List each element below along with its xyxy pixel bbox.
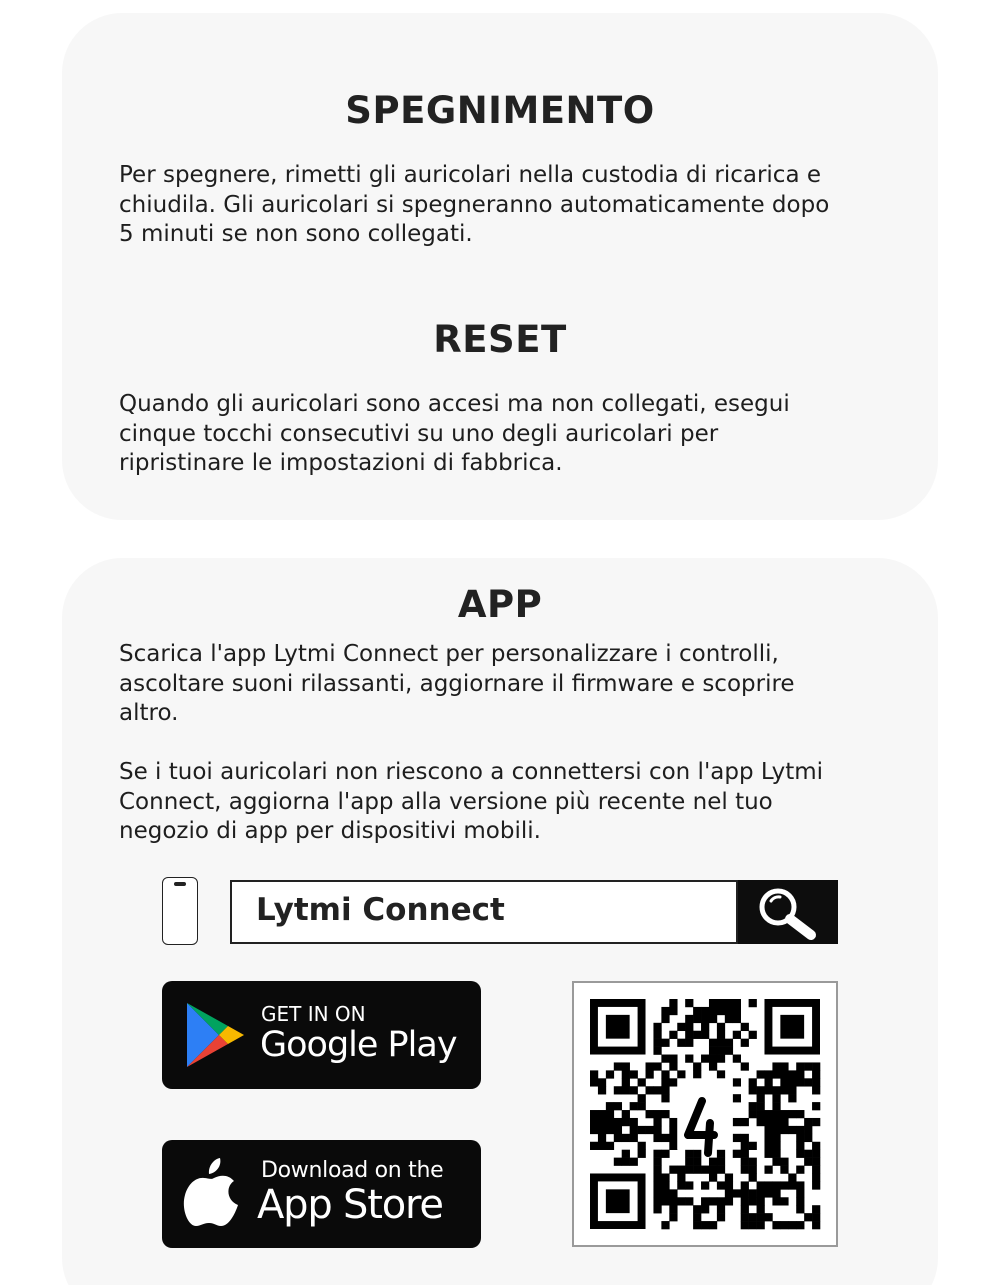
power-off-title: SPEGNIMENTO — [345, 89, 655, 132]
app-store-badge[interactable] — [162, 1140, 481, 1248]
google-play-badge[interactable] — [162, 981, 481, 1089]
app-card — [62, 558, 938, 1285]
smartphone-icon — [162, 877, 198, 945]
magnifier-icon — [738, 880, 838, 944]
google-play-icon — [184, 1001, 248, 1069]
text-line: Quando gli auricolari sono accesi ma non collegati, esegui — [119, 391, 790, 417]
badge-caption: GET IN ON — [261, 1002, 366, 1026]
text-line: altro. — [119, 700, 179, 726]
reset-text — [119, 390, 909, 479]
text-line: Scarica l'app Lytmi Connect per personalizzare i controlli, — [119, 641, 779, 667]
text-line: negozio di app per dispositivi mobili. — [119, 818, 541, 844]
qr-code[interactable] — [572, 981, 838, 1247]
app-intro-text — [119, 640, 909, 729]
text-line: ascoltare suoni rilassanti, aggiornare il firmware e scoprire — [119, 670, 795, 697]
badge-store-name: App Store — [257, 1182, 443, 1228]
badge-caption: Download on the — [261, 1158, 444, 1183]
reset-title: RESET — [433, 318, 567, 361]
apple-icon — [182, 1154, 246, 1230]
app-title: APP — [457, 583, 543, 626]
power-off-text — [119, 161, 909, 250]
badge-store-name: Google Play — [260, 1025, 457, 1065]
text-line: ripristinare le impostazioni di fabbrica. — [119, 450, 563, 476]
text-line: 5 minuti se non sono collegati. — [119, 221, 473, 247]
search-query: Lytmi Connect — [256, 892, 505, 928]
search-input[interactable] — [230, 880, 738, 944]
text-line: Connect, aggiorna l'app alla versione più recente nel tuo — [119, 788, 773, 815]
app-troubleshoot-text — [119, 758, 909, 847]
qr-code-image — [574, 983, 836, 1245]
text-line: Se i tuoi auricolari non riescono a connettersi con l'app Lytmi — [119, 759, 824, 785]
text-line: chiudila. Gli auricolari si spegneranno automaticamente dopo — [119, 191, 830, 218]
search-button[interactable] — [738, 880, 838, 944]
info-card — [62, 13, 938, 520]
text-line: cinque tocchi consecutivi su uno degli auricolari per — [119, 420, 719, 447]
text-line: Per spegnere, rimetti gli auricolari nella custodia di ricarica e — [119, 162, 821, 188]
